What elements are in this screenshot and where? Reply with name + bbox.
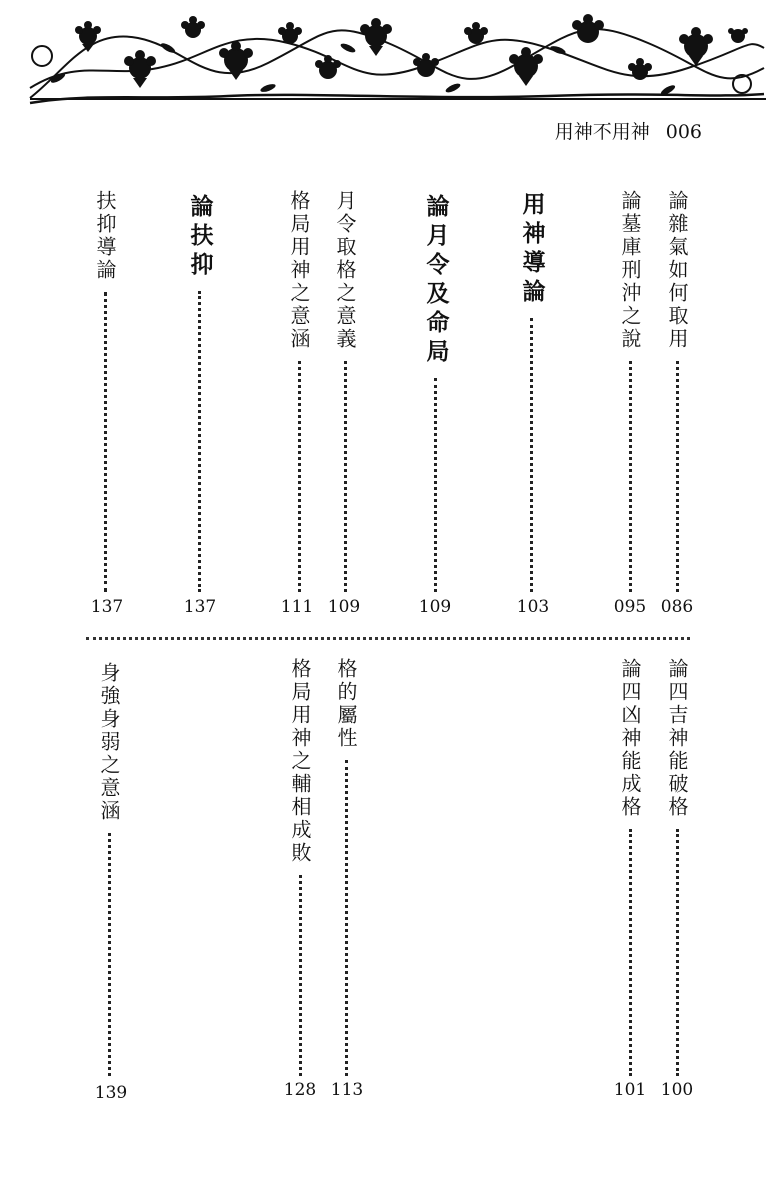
toc-entry-chapter (418, 194, 452, 592)
dot-leader (676, 361, 679, 592)
toc-entry (328, 190, 362, 592)
toc-entry-title: 用神導論 (518, 192, 545, 308)
dot-leader (345, 760, 348, 1076)
running-header (555, 117, 702, 144)
toc-entry (92, 662, 126, 1076)
dot-leader (344, 361, 347, 592)
header-rule (30, 98, 766, 100)
toc-entry-title: 月令取格之意義 (333, 190, 357, 351)
toc-entry-title: 論四凶神能成格 (618, 658, 642, 819)
toc-entry-page: 109 (418, 597, 452, 617)
toc-entry (329, 658, 363, 1076)
dot-leader (104, 292, 107, 592)
toc-entry-title: 身強身弱之意涵 (97, 662, 121, 823)
toc-entry-page: 113 (330, 1080, 364, 1100)
toc-entry-page: 095 (613, 597, 647, 617)
section-divider (86, 637, 690, 640)
toc-entry-title: 格的屬性 (334, 658, 358, 750)
toc-entry (282, 190, 316, 592)
toc-entry (283, 658, 317, 1076)
dot-leader (530, 318, 533, 592)
toc-entry-page: 128 (283, 1080, 317, 1100)
toc-entry (613, 190, 647, 592)
toc-entry-title: 論雜氣如何取用 (665, 190, 689, 351)
toc-entry (660, 190, 694, 592)
toc-entry-chapter (514, 192, 548, 592)
toc-entry-title: 論月令及命局 (422, 194, 449, 368)
toc-entry-page: 111 (280, 597, 314, 617)
toc-entry-title: 格局用神之意涵 (287, 190, 311, 351)
toc-entry-title: 扶抑導論 (93, 190, 117, 282)
toc-entry-page: 101 (613, 1080, 647, 1100)
toc-entry-page: 109 (327, 597, 361, 617)
toc-entry-page: 100 (660, 1080, 694, 1100)
toc-entry-title: 格局用神之輔相成敗 (288, 658, 312, 865)
toc-entry-page: 086 (660, 597, 694, 617)
toc-entry-page: 137 (90, 597, 124, 617)
dot-leader (676, 829, 679, 1076)
toc-entry-page: 137 (183, 597, 217, 617)
dot-leader (629, 361, 632, 592)
toc-entry-page: 103 (516, 597, 550, 617)
toc-entry-title: 論墓庫刑沖之說 (618, 190, 642, 351)
dot-leader (198, 291, 201, 592)
dot-leader (299, 875, 302, 1076)
floral-ornament-border (28, 8, 766, 108)
toc-entry (88, 190, 122, 592)
running-title: 用神不用神 (554, 121, 650, 143)
toc-entry (613, 658, 647, 1076)
dot-leader (629, 829, 632, 1076)
page-number: 006 (665, 121, 702, 143)
dot-leader (298, 361, 301, 592)
toc-entry-title: 論扶抑 (186, 194, 213, 281)
dot-leader (108, 833, 111, 1076)
toc-entry-title: 論四吉神能破格 (665, 658, 689, 819)
toc-entry-page: 139 (94, 1083, 128, 1103)
toc-entry (660, 658, 694, 1076)
toc-entry-chapter (182, 194, 216, 592)
dot-leader (434, 378, 437, 592)
